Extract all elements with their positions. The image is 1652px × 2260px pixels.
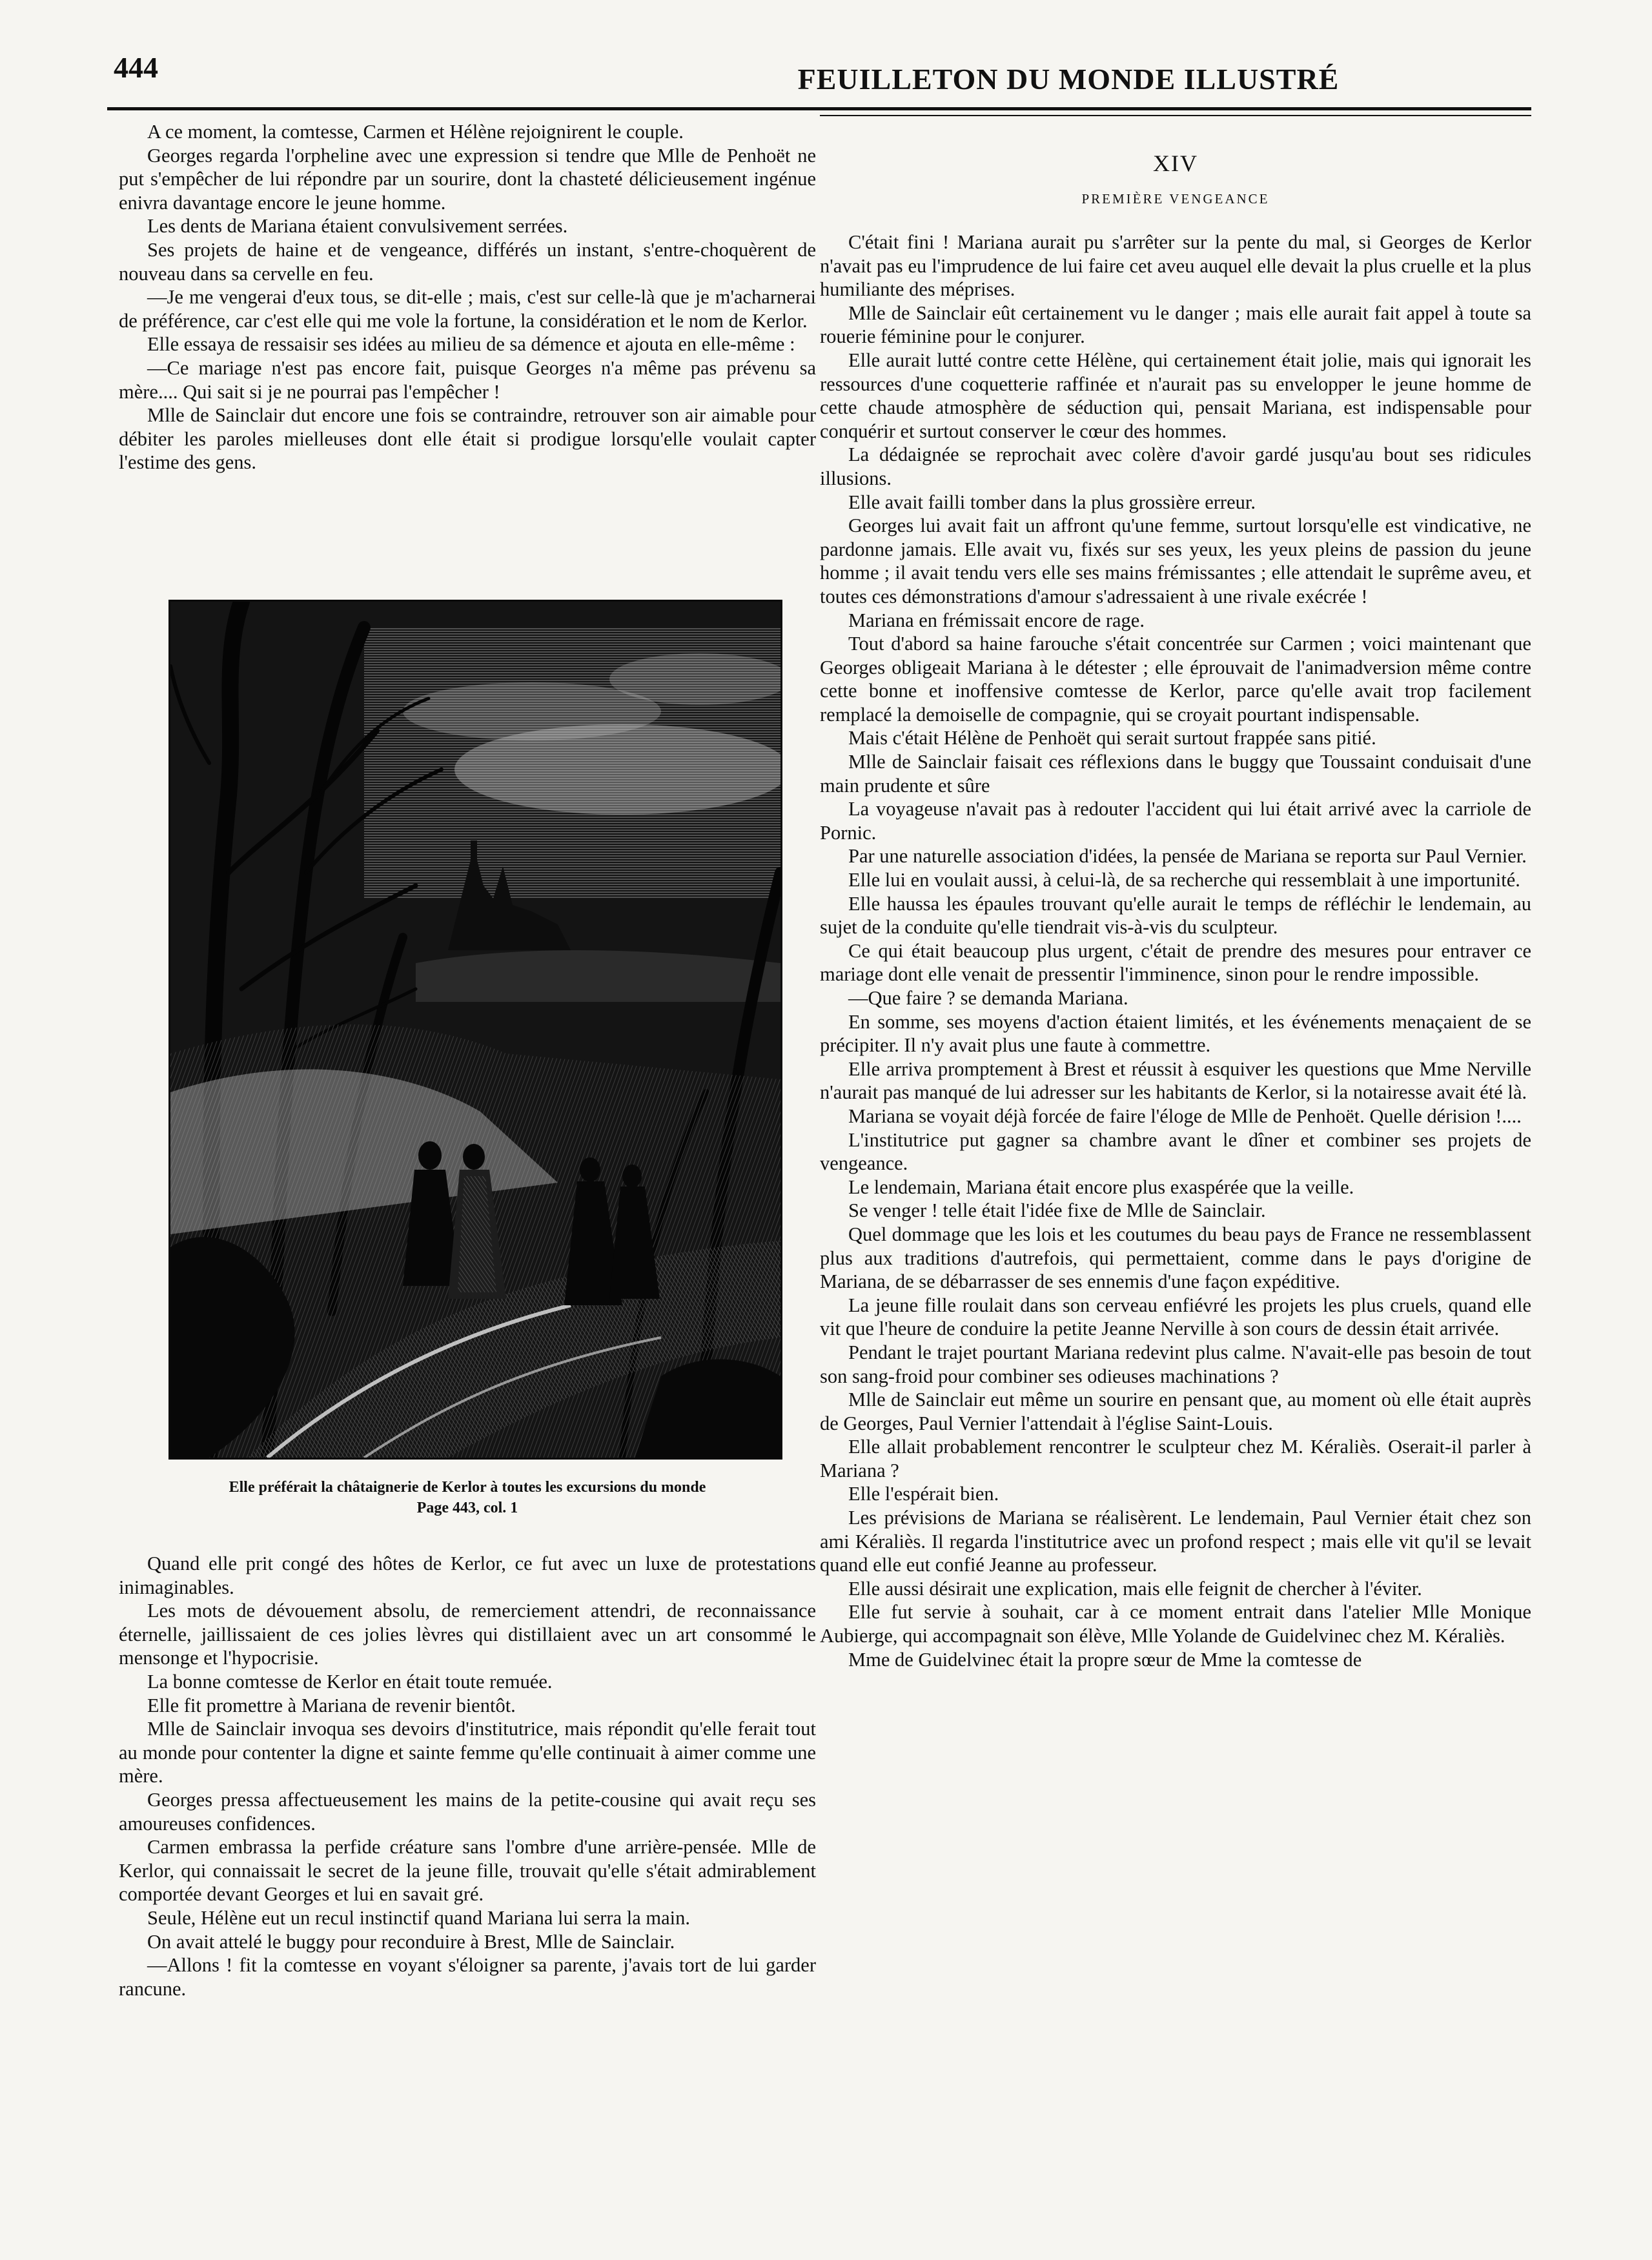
left-column-bottom	[119, 1552, 816, 2000]
paragraph: Mariana se voyait déjà forcée de faire l'éloge de Mlle de Penhoët. Quelle dérision !....	[848, 1105, 1522, 1127]
left-column-top	[119, 120, 816, 474]
paragraph: La voyageuse n'avait pas à redouter l'accident qui lui était arrivé avec la carriole de Pornic.	[820, 798, 1531, 844]
paragraph: —Que faire ? se demanda Mariana.	[848, 987, 1128, 1009]
engraving-image	[170, 602, 780, 1458]
engraving-illustration	[170, 602, 780, 1458]
caption-line: Elle préférait la châtaignerie de Kerlor à toutes les excursions du monde	[229, 1479, 706, 1496]
paragraph: Elle haussa les épaules trouvant qu'elle aurait le temps de réfléchir le lendemain, au sujet de la conduite qu'elle tiendrait vis-à-vis du sculpteur.	[820, 892, 1531, 939]
paragraph: Elle avait failli tomber dans la plus grossière erreur.	[848, 491, 1256, 513]
paragraph: Mariana en frémissait encore de rage.	[848, 609, 1145, 631]
paragraph: Se venger ! telle était l'idée fixe de Mlle de Sainclair.	[848, 1199, 1266, 1222]
right-column	[820, 120, 1531, 1671]
paragraph: Elle fit promettre à Mariana de revenir bientôt.	[147, 1694, 516, 1716]
paragraph: Tout d'abord sa haine farouche s'était concentrée sur Carmen ; voici maintenant que Georges obligeait Mariana à le détester ; elle éprouvait de l'animadversion même contre cette bonne et inoffensive comtesse de Kerlor, parce qu'elle avait trop facilement remplacé la demoiselle de compagnie, qui se croyait pourtant indispensable.	[820, 633, 1531, 726]
paragraph: —Je me vengerai d'eux tous, se dit-elle ; mais, c'est sur celle-là que je m'acharnerai de préférence, car c'est elle qui me vole la fortune, la considération et le nom de Kerlor.	[119, 286, 816, 332]
paragraph: Mlle de Sainclair faisait ces réflexions dans le buggy que Toussaint conduisait d'une main prudente et sûre	[820, 751, 1531, 797]
paragraph: Ses projets de haine et de vengeance, différés un instant, s'entre-choquèrent de nouveau dans sa cervelle en feu.	[119, 238, 816, 285]
paragraph: Elle arriva promptement à Brest et réussit à esquiver les questions que Mme Nerville n'aurait pas manqué de lui adresser sur les habitants de Kerlor, si la notairesse avait été là.	[820, 1057, 1531, 1104]
paragraph: La dédaignée se reprochait avec colère d'avoir gardé jusqu'au bout ses ridicules illusions.	[820, 443, 1531, 489]
paragraph: Georges regarda l'orpheline avec une expression si tendre que Mlle de Penhoët ne put s'empêcher de lui répondre par un sourire, dont la chasteté délicieusement ingénue enivra davantage encore le jeune homme.	[119, 144, 816, 214]
paragraph: A ce moment, la comtesse, Carmen et Hélène rejoignirent le couple.	[147, 121, 684, 143]
chapter-number: XIV	[1153, 150, 1198, 176]
paragraph: Pendant le trajet pourtant Mariana redevint plus calme. N'avait-elle pas besoin de tout son sang-froid pour combiner ses odieuses machinations ?	[820, 1341, 1531, 1387]
paragraph: En somme, ses moyens d'action étaient limités, et les événements menaçaient de se précipiter. Il n'y avait plus une faute à commettre.	[820, 1010, 1531, 1057]
paragraph: —Allons ! fit la comtesse en voyant s'éloigner sa parente, j'avais tort de lui garder rancune.	[119, 1954, 816, 2000]
paragraph: Mlle de Sainclair eut même un sourire en pensant que, au moment où elle était auprès de Georges, Paul Vernier l'attendait à l'église Saint-Louis.	[820, 1389, 1531, 1434]
paragraph: Elle aurait lutté contre cette Hélène, qui certainement était jolie, mais qui ignorait les ressources d'une coquetterie raffinée et n'aurait pas su envelopper le jeune homme de cette chaude atmosphère de séduction qui, pensait Mariana, est indispensable pour conquérir et surtout conserver le cœur des hommes.	[820, 349, 1531, 442]
chapter-title: PREMIÈRE VENGEANCE	[1081, 191, 1270, 207]
paragraph: Les mots de dévouement absolu, de remerciement attendri, de reconnaissance éternelle, jaillissaient de ces jolies lèvres qui distillaient avec un art consommé le mensonge et l'hypocrisie.	[119, 1600, 816, 1669]
paragraph: Mais c'était Hélène de Penhoët qui serait surtout frappée sans pitié.	[848, 727, 1376, 749]
page-number: 444	[114, 51, 158, 84]
header-rule-thin	[820, 115, 1531, 116]
paragraph: Georges pressa affectueusement les mains de la petite-cousine qui avait reçu ses amoureuses confidences.	[119, 1788, 816, 1835]
paragraph: La bonne comtesse de Kerlor en était toute remuée.	[147, 1670, 553, 1693]
paragraph: C'était fini ! Mariana aurait pu s'arrêter sur la pente du mal, si Georges de Kerlor n'avait pas eu l'imprudence de lui faire cet aveu auquel elle devait la plus cruelle et la plus humiliante des méprises.	[820, 231, 1531, 301]
paragraph: La jeune fille roulait dans son cerveau enfiévré les projets les plus cruels, quand elle vit que l'heure de conduire la petite Jeanne Nerville à son cours de dessin était arrivée.	[820, 1294, 1531, 1340]
paragraph: Elle essaya de ressaisir ses idées au milieu de sa démence et ajouta en elle-même :	[147, 333, 795, 356]
paragraph: Mlle de Sainclair eût certainement vu le danger ; mais elle aurait fait appel à toute sa rouerie féminine pour le conjurer.	[820, 301, 1531, 348]
paragraph: Elle fut servie à souhait, car à ce moment entrait dans l'atelier Mlle Monique Aubierge, qui accompagnait son élève, Mlle Yolande de Guidelvinec chez M. Kéraliès.	[820, 1601, 1531, 1647]
paragraph: Quel dommage que les lois et les coutumes du beau pays de France ne ressemblassent plus aux traditions d'autrefois, qui permettaient, comme dans le pays d'origine de Mariana, de se débarrasser de ses ennemis d'une façon expéditive.	[820, 1223, 1531, 1293]
paragraph: Quand elle prit congé des hôtes de Kerlor, ce fut avec un luxe de protestations inimaginables.	[119, 1552, 816, 1598]
caption-page-ref: Page 443, col. 1	[416, 1500, 518, 1516]
paragraph: On avait attelé le buggy pour reconduire à Brest, Mlle de Sainclair.	[147, 1930, 675, 1953]
paragraph: Seule, Hélène eut un recul instinctif quand Mariana lui serra la main.	[147, 1906, 690, 1929]
paragraph: Elle lui en voulait aussi, à celui-là, de sa recherche qui ressemblait à une importunité.	[848, 869, 1520, 891]
paragraph: Mlle de Sainclair dut encore une fois se contraindre, retrouver son air aimable pour débiter les paroles mielleuses dont elle était si prodigue lorsqu'elle voulait capter l'estime des gens.	[119, 404, 816, 474]
paragraph: Mlle de Sainclair invoqua ses devoirs d'institutrice, mais répondit qu'elle ferait tout au monde pour contenter la digne et sainte femme qu'elle continuait à aimer comme une mère.	[119, 1718, 816, 1787]
running-title: FEUILLETON DU MONDE ILLUSTRÉ	[797, 63, 1340, 96]
paragraph: —Ce mariage n'est pas encore fait, puisque Georges n'a même pas prévenu sa mère.... Qui sait si je ne pourrai pas l'empêcher !	[119, 356, 816, 403]
paragraph: Elle aussi désirait une explication, mais elle feignit de chercher à l'éviter.	[848, 1577, 1422, 1600]
paragraph: Ce qui était beaucoup plus urgent, c'était de prendre des mesures pour entraver ce mariage dont elle venait de pressentir l'imminence, sinon pour le rendre impossible.	[820, 939, 1531, 986]
paragraph: Les prévisions de Mariana se réalisèrent. Le lendemain, Paul Vernier était chez son ami Kéraliès. Il regarda l'institutrice avec un profond respect ; mais elle vit qu'il se levait quand elle eut confié Jeanne au professeur.	[820, 1507, 1531, 1576]
paragraph: Mme de Guidelvinec était la propre sœur de Mme la comtesse de	[848, 1648, 1362, 1671]
illustration-caption	[119, 1477, 816, 1518]
paragraph: Carmen embrassa la perfide créature sans l'ombre d'une arrière-pensée. Mlle de Kerlor, qui connaissait le secret de la jeune fille, trouvait qu'elle s'était admirablement comportée devant Georges et lui en savait gré.	[119, 1836, 816, 1906]
paragraph: L'institutrice put gagner sa chambre avant le dîner et combiner ses projets de vengeance.	[820, 1128, 1531, 1175]
paragraph: Par une naturelle association d'idées, la pensée de Mariana se reporta sur Paul Vernier.	[848, 845, 1527, 868]
paragraph: Elle l'espérait bien.	[848, 1483, 999, 1505]
paragraph: Le lendemain, Mariana était encore plus exaspérée que la veille.	[848, 1176, 1354, 1198]
paragraph: Les dents de Mariana étaient convulsivement serrées.	[147, 215, 568, 238]
header-rule-thick	[107, 107, 1531, 110]
paragraph: Georges lui avait fait un affront qu'une femme, surtout lorsqu'elle est vindicative, ne pardonne jamais. Elle avait vu, fixés sur ses yeux, les yeux pleins de passion du jeune homme ; il avait tendu vers elle ses mains frémissantes ; elle attendait le suprême aveu, et toutes ces démonstrations d'amour s'adressaient à une rivale exécrée !	[820, 514, 1531, 607]
paragraph: Elle allait probablement rencontrer le sculpteur chez M. Kéraliès. Oserait-il parler à Mariana ?	[820, 1436, 1531, 1481]
